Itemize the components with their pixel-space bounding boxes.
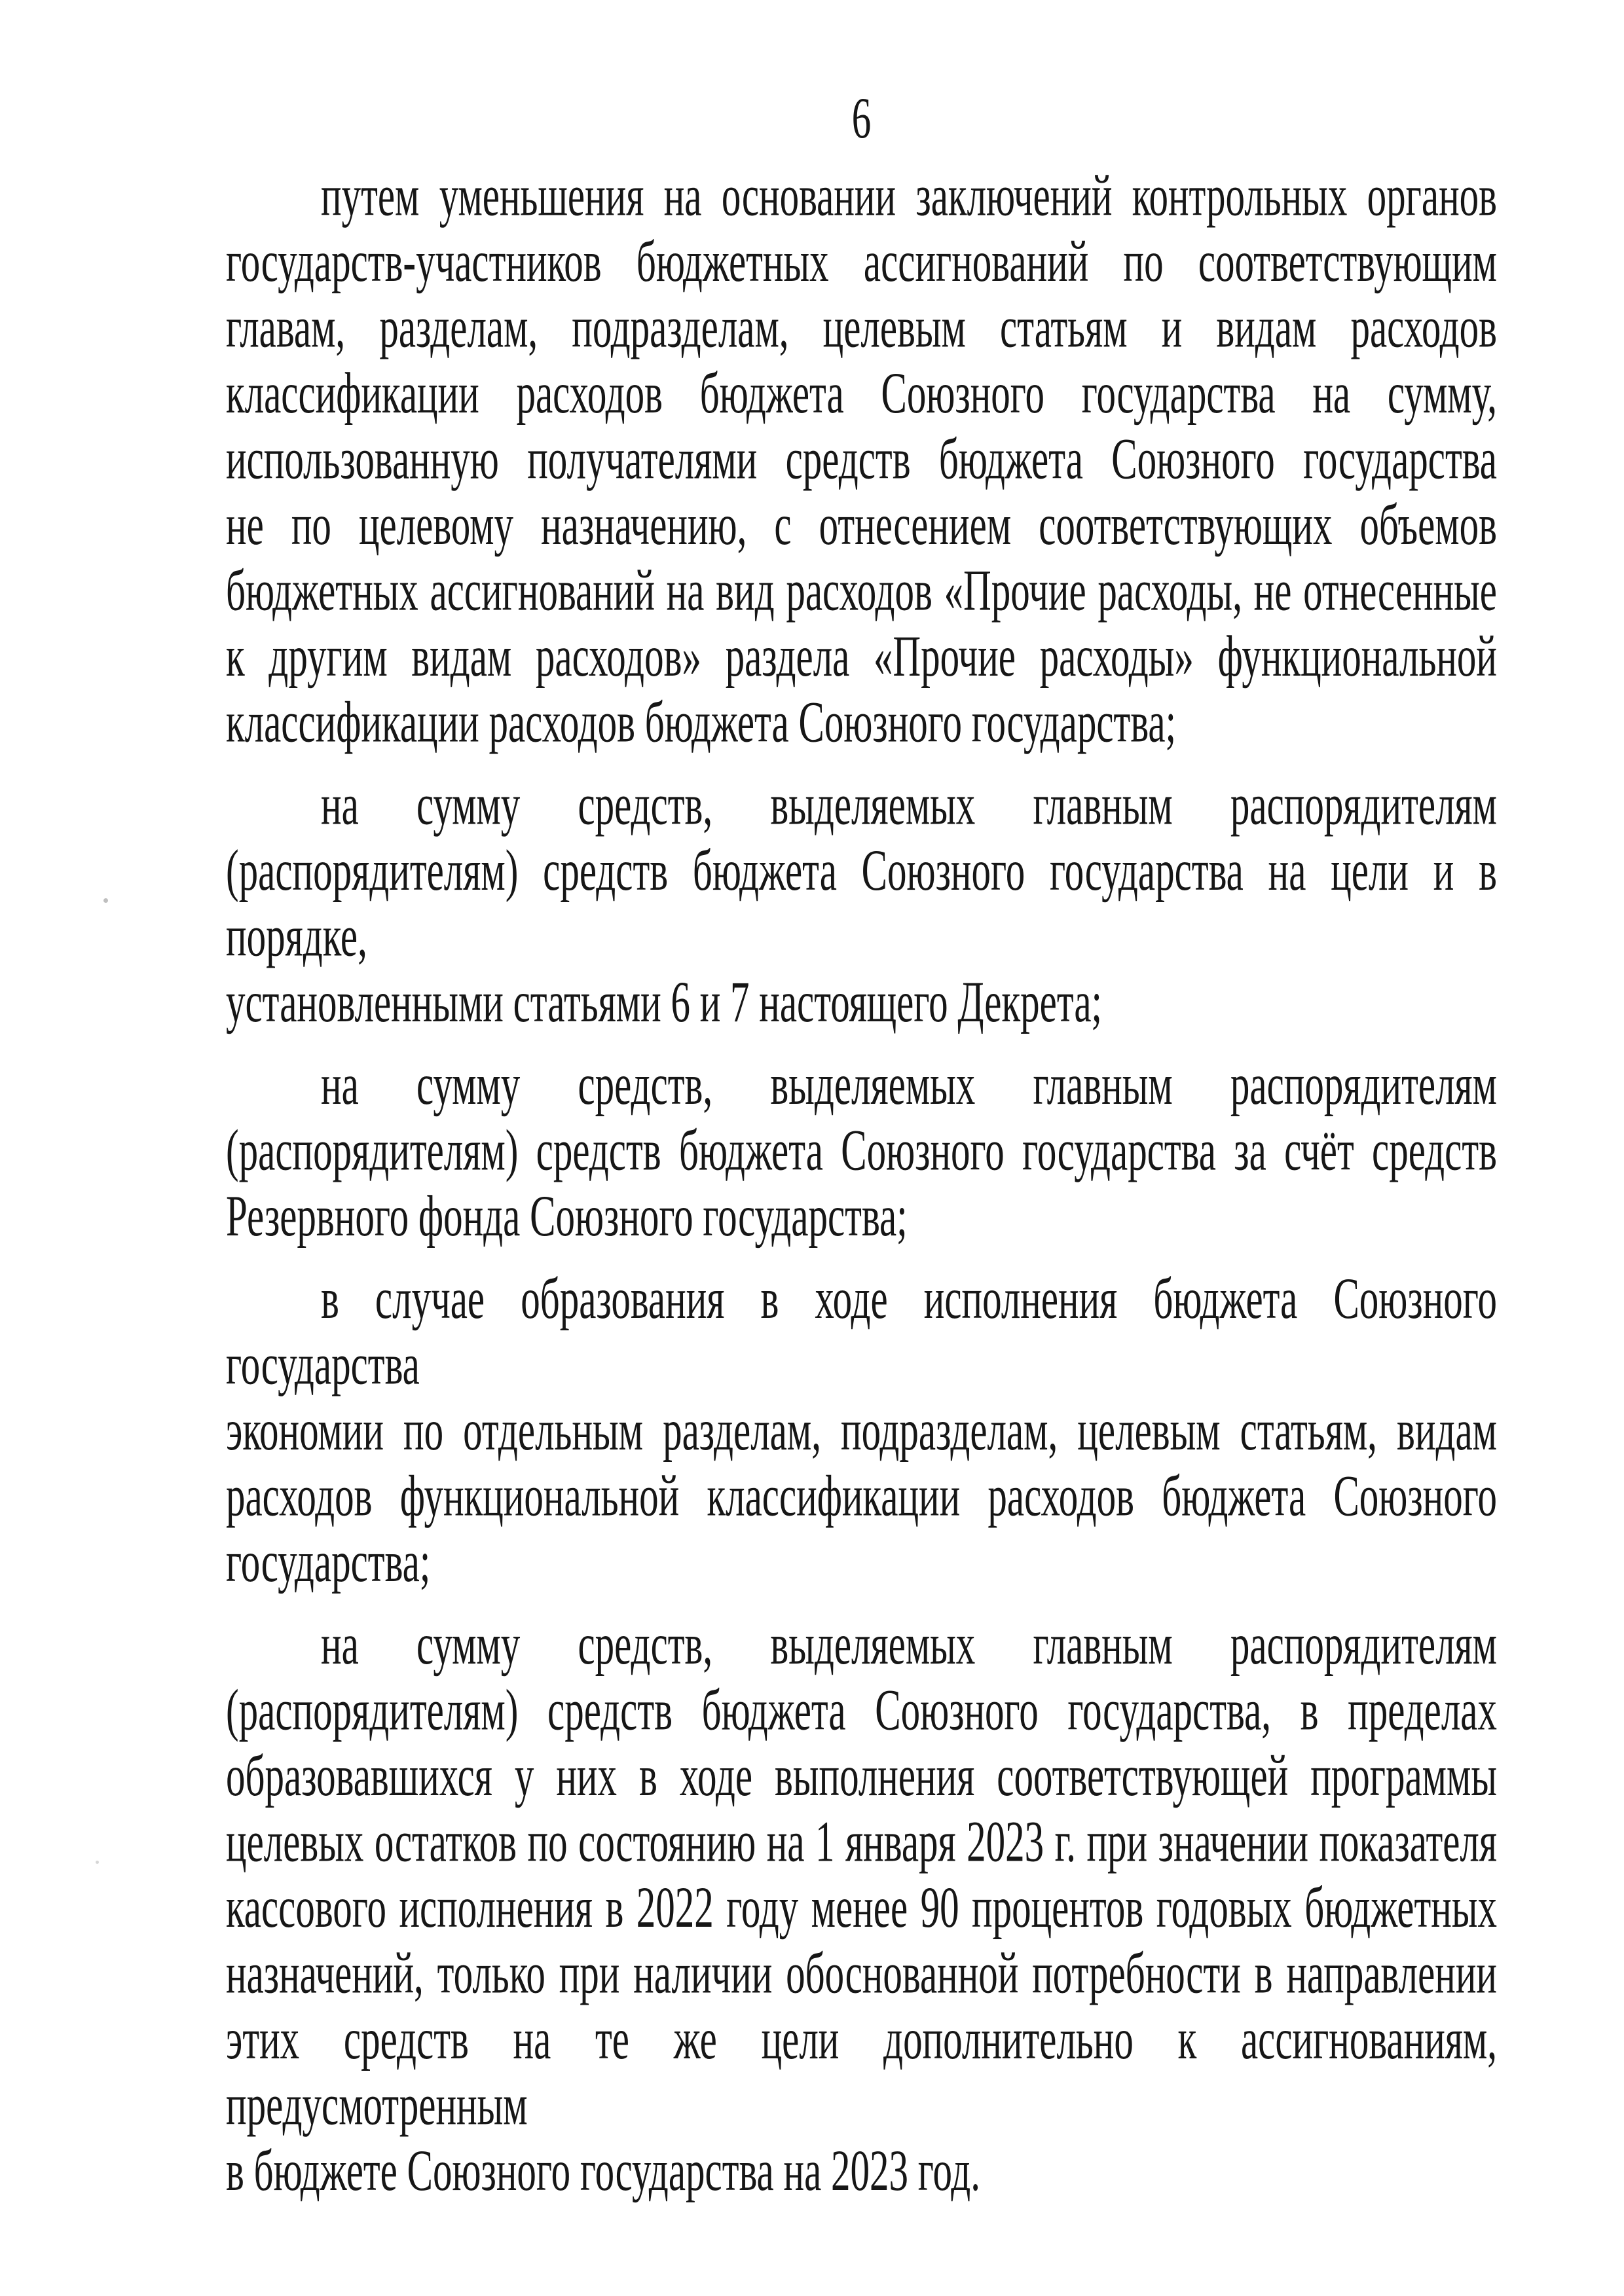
text-line: классификации расходов бюджета Союзного государства на сумму, (226, 360, 1497, 426)
paragraph (226, 772, 1497, 1035)
text-line: не по целевому назначению, с отнесением соответствующих объемов (226, 492, 1497, 557)
text-line: экономии по отдельным разделам, подразделам, целевым статьям, видам (226, 1397, 1497, 1463)
text-line: путем уменьшения на основании заключений контрольных органов (321, 163, 1497, 228)
scan-speck (103, 898, 108, 903)
text-line: (распорядителям) средств бюджета Союзного государства, в пределах (226, 1677, 1497, 1742)
text-line: главам, разделам, подразделам, целевым статьям и видам расходов (226, 295, 1497, 359)
text-line: расходов функциональной классификации расходов бюджета Союзного (226, 1463, 1497, 1528)
text-line: государств-участников бюджетных ассигнований по соответствующим (226, 228, 1497, 294)
text-line: на сумму средств, выделяемых главным распорядителям (321, 1051, 1497, 1117)
text-line: бюджетных ассигнований на вид расходов «Прочие расходы, не отнесенные (226, 558, 1497, 623)
text-line: кассового исполнения в 2022 году менее 90 процентов годовых бюджетных (226, 1874, 1497, 1940)
text-line: в бюджете Союзного государства на 2023 год. (226, 2138, 981, 2203)
text-line: на сумму средств, выделяемых главным распорядителям (321, 1611, 1497, 1677)
text-line: образовавшихся у них в ходе выполнения соответствующей программы (226, 1743, 1497, 1808)
text-line: Резервного фонда Союзного государства; (226, 1183, 908, 1248)
text-line: этих средств на те же цели дополнительно к ассигнованиям, предусмотренным (226, 2006, 1497, 2137)
text-line: к другим видам расходов» раздела «Прочие расходы» функциональной (226, 623, 1497, 689)
paragraph (226, 163, 1497, 756)
text-line: назначений, только при наличии обоснованной потребности в направлении (226, 1941, 1497, 2005)
text-line: (распорядителям) средств бюджета Союзного государства на цели и в порядке, (226, 837, 1497, 968)
text-line: на сумму средств, выделяемых главным распорядителям (321, 772, 1497, 837)
paragraph (226, 1052, 1497, 1250)
text-line: классификации расходов бюджета Союзного государства; (226, 689, 1177, 754)
text-line: (распорядителям) средств бюджета Союзного государства за счёт средств (226, 1118, 1497, 1182)
text-line: использованную получателями средств бюджета Союзного государства (226, 426, 1497, 491)
text-line: в случае образования в ходе исполнения бюджета Союзного государства (226, 1266, 1497, 1396)
paragraph (226, 1612, 1497, 2204)
text-line: целевых остатков по состоянию на 1 января 2023 г. при значении показателя (226, 1809, 1497, 1874)
scan-speck (96, 1861, 99, 1864)
page-number: 6 (851, 85, 872, 151)
paragraph (226, 1266, 1497, 1595)
text-line: государства; (226, 1529, 431, 1594)
text-line: установленными статьями 6 и 7 настоящего Декрета; (226, 969, 1102, 1034)
document-body-text (226, 163, 1497, 2204)
